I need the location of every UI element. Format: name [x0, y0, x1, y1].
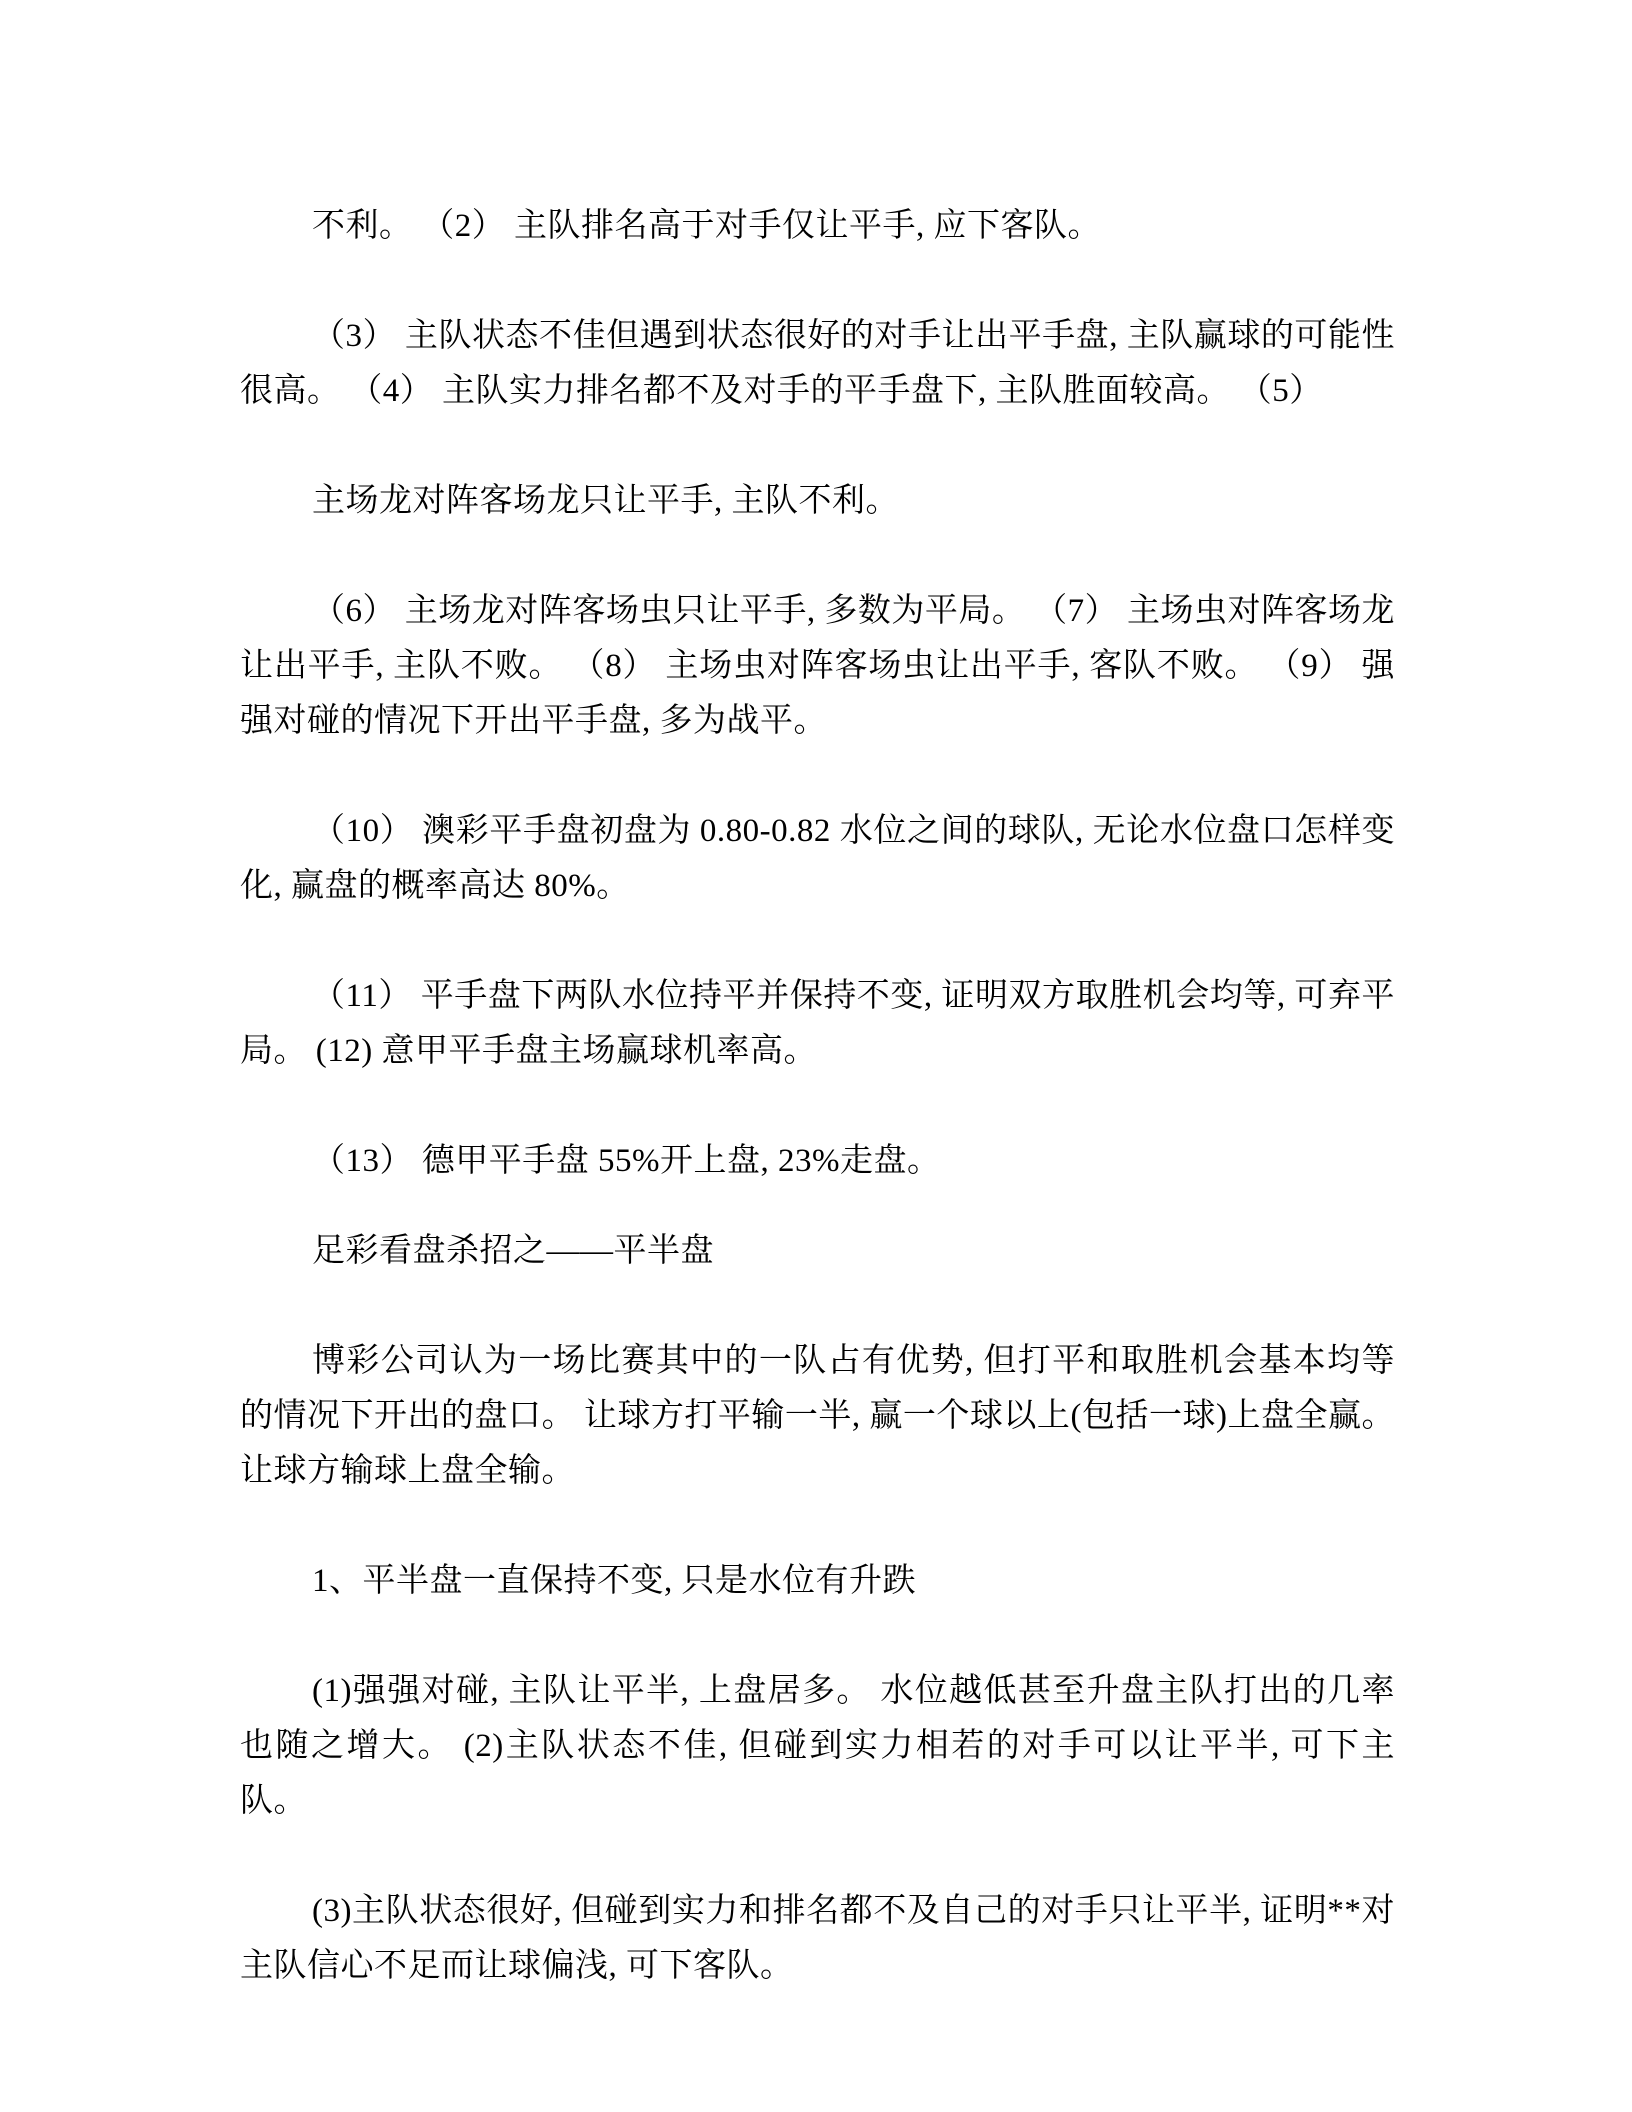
para-ping-ban-intro: 博彩公司认为一场比赛其中的一队占有优势, 但打平和取胜机会基本均等的情况下开出的盘口。 让球方打平输一半, 赢一个球以上(包括一球)上盘全赢。 让球方输球上盘全输。 — [240, 1343, 1395, 1489]
para-item-13: （13） 德甲平手盘 55%开上盘, 23%走盘。 — [312, 1143, 941, 1179]
para-items-3-4-5: （3） 主队状态不佳但遇到状态很好的对手让出平手盘, 主队赢球的可能性很高。 （4） 主队实力排名都不及对手的平手盘下, 主队胜面较高。 （5） — [240, 318, 1395, 409]
para-items-11-12: （11） 平手盘下两队水位持平并保持不变, 证明双方取胜机会均等, 可弃平局。 (12) 意甲平手盘主场赢球机率高。 — [240, 978, 1395, 1069]
para-rule-1-items-1-2: (1)强强对碰, 主队让平半, 上盘居多。 水位越低甚至升盘主队打出的几率也随之增大。 (2)主队状态不佳, 但碰到实力相若的对手可以让平半, 可下主队。 — [240, 1673, 1395, 1819]
section-title-ping-ban-pan: 足彩看盘杀招之——平半盘 — [312, 1233, 714, 1269]
para-item-10: （10） 澳彩平手盘初盘为 0.80-0.82 水位之间的球队, 无论水位盘口怎样变化, 赢盘的概率高达 80%。 — [240, 813, 1395, 904]
heading-rule-1: 1、平半盘一直保持不变, 只是水位有升跌 — [312, 1563, 916, 1599]
para-items-6-7-8-9: （6） 主场龙对阵客场虫只让平手, 多数为平局。 （7） 主场虫对阵客场龙让出平手, 主队不败。 （8） 主场虫对阵客场虫让出平手, 客队不败。 （9） 强强对碰的情况下开出平手盘, 多为战平。 — [240, 593, 1395, 739]
para-rule-1-item-3: (3)主队状态很好, 但碰到实力和排名都不及自己的对手只让平半, 证明**对主队信心不足而让球偏浅, 可下客队。 — [240, 1893, 1395, 1984]
para-dragon-vs-dragon: 主场龙对阵客场龙只让平手, 主队不利。 — [312, 483, 899, 519]
para-continuation-item-2: 不利。 （2） 主队排名高于对手仅让平手, 应下客队。 — [312, 208, 1101, 244]
